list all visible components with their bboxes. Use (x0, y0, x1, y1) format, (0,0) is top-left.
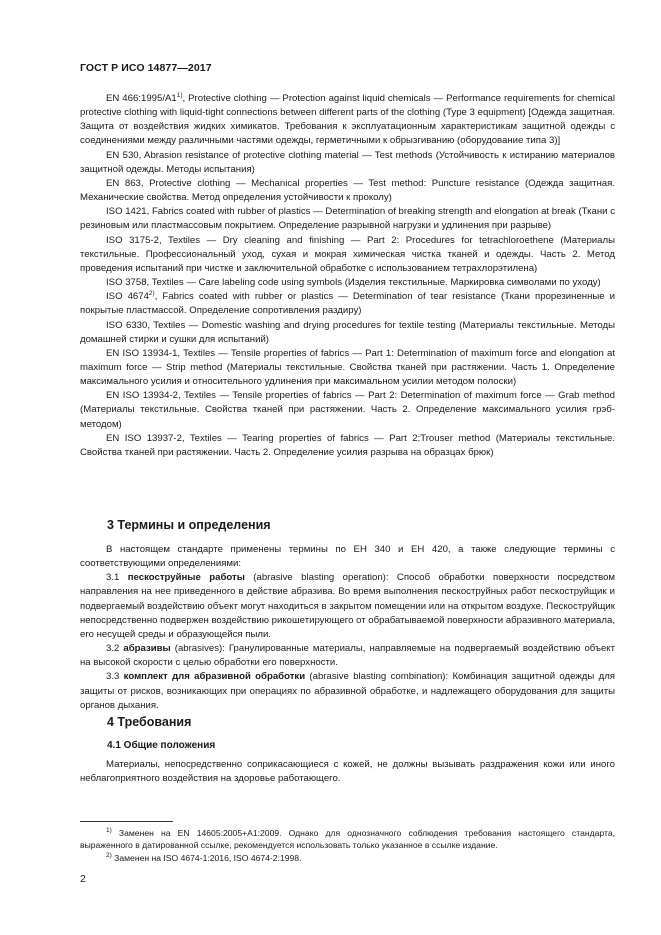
reference-item (80, 177, 615, 205)
reference-code: EN ISO 13934-2 (106, 390, 179, 402)
term-number: 3.2 (106, 643, 120, 655)
reference-code: EN 863 (106, 177, 141, 189)
reference-code: ISO 3758 (106, 277, 147, 289)
footnote-separator (80, 821, 173, 822)
section-4-heading: 4 Требования (107, 715, 192, 729)
term-text: (abrasives): Гранулированные материалы, направляемые на подвергаемый воздействию объект на высокой скорости с целью обработки его поверхности. (80, 643, 615, 669)
footnote-text: Заменен на EN 14605:2005+A1:2009. Однако для однозначного соблюдения требования настоящего стандарта, выраженного в датированной ссылке, рекомендуется использовать только указанное в ссылке издание. (80, 828, 615, 851)
term-number: 3.3 (106, 671, 120, 683)
section-3-intro: В настоящем стандарте применены термины по ЕН 340 и ЕН 420, а также следующие термины с соответствующими определениями: (80, 544, 615, 570)
footnote-text: Заменен на ISO 4674-1:2016, ISO 4674-2:1998. (111, 852, 302, 863)
footnote-marker[interactable]: 1) (176, 92, 183, 99)
reference-item (80, 205, 615, 233)
term-definition (80, 571, 615, 642)
reference-text: , Textiles — Tensile properties of fabrics — Part 2: Determination of maximum force — Grab method (Материалы текстильные. Свойства тканей при растяжении. Часть 2. Определение максимального усилия грэб-методом) (80, 390, 615, 430)
footnote-item (80, 827, 615, 852)
reference-item (80, 389, 615, 431)
term-name: пескоструйные работы (127, 572, 245, 584)
footnote-mark: 1) (106, 827, 112, 834)
term-text: (abrasive blasting combination): Комбинация защитной одежды для защиты от рисков, возникающих при операциях по абразивной обработке, и надлежащего оборудования для защиты органов дыхания. (80, 671, 615, 711)
section-3-heading: 3 Термины и определения (107, 518, 271, 532)
reference-item (80, 149, 615, 177)
term-definition (80, 670, 615, 712)
reference-text: , Abrasion resistance of protective clothing material — Test methods (Устойчивость к истиранию материалов защитной одежды. Методы испытания) (80, 149, 616, 175)
footnote-item (80, 852, 615, 864)
term-number: 3.1 (106, 572, 120, 584)
reference-item (80, 319, 615, 347)
reference-text: , Textiles — Dry cleaning and finishing — Part 2: Procedures for tetrachloroethene (Материалы текстильные. Профессиональный уход, сухая и мокрая химическая чистка тканей и одежды. Часть 2. Метод проведения испытаний при чистке и заключительной обработке с использованием тетрахлорэтилена) (80, 234, 615, 274)
reference-item (80, 234, 615, 276)
document-header: ГОСТ Р ИСО 14877—2017 (80, 62, 212, 74)
section-4-1-body (80, 758, 615, 786)
reference-code: EN ISO 13937-2 (106, 432, 182, 444)
reference-item (80, 432, 615, 460)
reference-code: EN ISO 13934-1 (106, 347, 178, 359)
reference-text: , Textiles — Tensile properties of fabrics — Part 1: Determination of maximum force and elongation at maximum force — Strip method (Материалы текстильные. Свойства тканей при растяжении. Часть 1. Определение максимального усилия и относительного удлинения при максимальном усилии методом полоски) (80, 347, 615, 388)
reference-text: , Fabrics coated with rubber of plastics — Determination of breaking strength and elongation at break (Ткани с резиновым или пластмассовым покрытием. Определение разрывной нагрузки и удлинения при разрыве) (80, 206, 615, 232)
term-definition (80, 642, 615, 670)
footnote-mark: 2) (106, 851, 112, 859)
reference-text: , Textiles — Domestic washing and drying procedures for textile testing (Материалы текстильные. Методы домашней стирки и сушки для испытаний) (80, 319, 615, 345)
reference-code: ISO 4674 (106, 291, 149, 303)
reference-text: , Textiles — Care labeling code using symbols (Изделия текстильные. Маркировка символами по уходу) (146, 277, 601, 289)
page-number: 2 (80, 873, 86, 885)
reference-text: , Protective clothing — Mechanical properties — Test method: Puncture resistance (Одежда защитная. Механические свойства. Метод определения устойчивости к проколу) (80, 177, 615, 204)
subsection-4-1-heading: 4.1 Общие положения (107, 740, 216, 751)
footnote-marker[interactable]: 2) (148, 290, 155, 298)
reference-item (80, 276, 615, 290)
reference-item (80, 92, 615, 149)
normative-references-list (80, 92, 615, 460)
reference-code: EN 466:1995/A1 (106, 93, 177, 104)
reference-text: , Textiles — Tearing properties of fabrics — Part 2:Trouser method (Материалы текстильные. Свойства тканей при растяжении. Часть 2. Определение усилия разрыва на образцах брюк) (80, 432, 615, 458)
term-text: (abrasive blasting operation): Способ обработки поверхности посредством направления на нее приведенного в действие абразива. Во время выполнения пескоструйных работ пескоструйщик и подвергаемый воздействию объект могут находиться в закрытом помещении или на открытом воздухе. Пескоструйщик непосредственно подвержен воздействию рикошетирующего от обрабатываемой поверхности абразивного материала, его несущей среды и образующейся пыли. (80, 572, 616, 640)
reference-item (80, 290, 615, 318)
reference-code: ISO 6330 (106, 319, 148, 331)
section-3-body (80, 543, 615, 713)
section-4-1-text: Материалы, непосредственно соприкасающиеся с кожей, не должны вызывать раздражения кожи или иного неблагоприятного воздействия на здоровье работающего. (80, 759, 615, 785)
footnotes (80, 827, 615, 864)
term-name: абразивы (123, 643, 171, 655)
reference-code: EN 530 (106, 149, 139, 161)
reference-code: ISO 1421 (106, 206, 147, 218)
reference-code: ISO 3175-2 (106, 234, 159, 246)
reference-item (80, 347, 615, 389)
reference-text: , Protective clothing — Protection against liquid chemicals — Performance requirements for chemical protective clothing with liquid-tight connections between different parts of the clothing (Type 3 equipment) [Одежда защитная. Защита от воздействия жидких химикатов. Требования к эксплуатационным характеристикам защитной одежды с соединениями между различными частями одежды, герметичными к обрызгиванию (оборудование типа 3)] (80, 93, 615, 147)
term-name: комплект для абразивной обработки (123, 671, 306, 683)
reference-text: , Fabrics coated with rubber or plastics — Determination of tear resistance (Ткани прорезиненные и покрытые пластмассой. Определение сопротивления раздиру) (80, 291, 616, 317)
